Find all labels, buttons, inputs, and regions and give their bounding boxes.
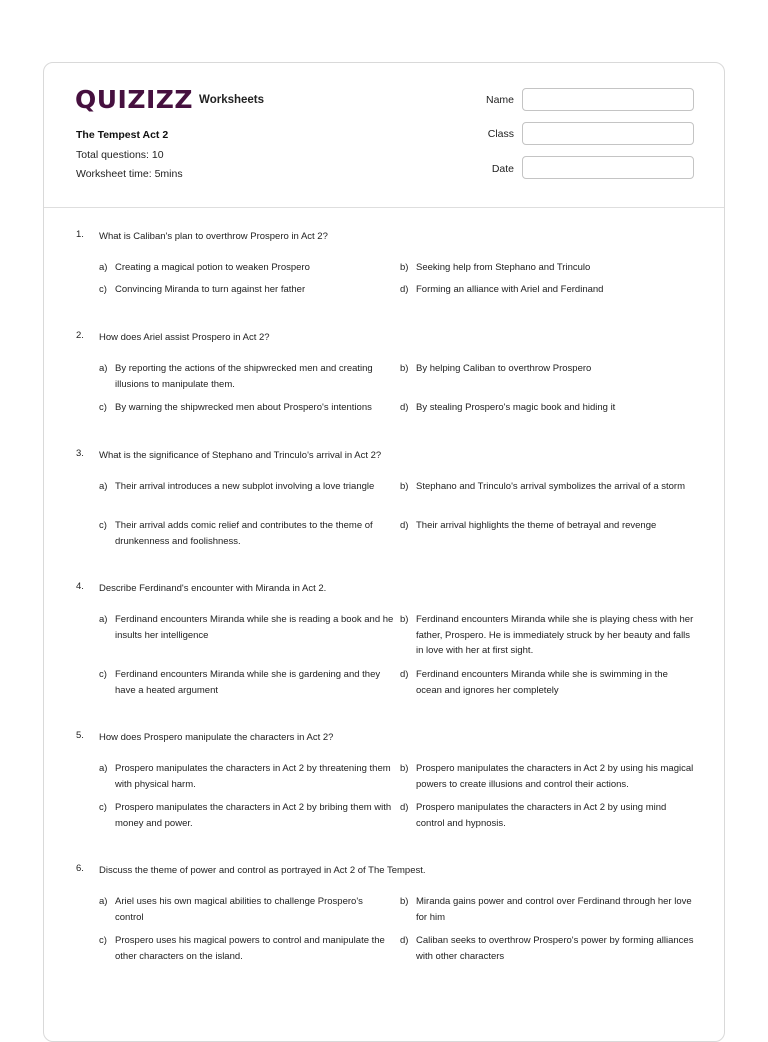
option-text: Ferdinand encounters Miranda while she is playing chess with her father, Prospero. He is immediately struck by her beauty and falls in love with her at first sight. <box>416 614 694 656</box>
answer-option <box>400 761 695 792</box>
option-text: Ariel uses his own magical abilities to challenge Prospero's control <box>115 896 363 923</box>
quizizz-logo <box>75 85 264 114</box>
option-text: Seeking help from Stephano and Trinculo <box>416 262 591 273</box>
question-text: What is Caliban's plan to overthrow Prospero in Act 2? <box>99 231 328 242</box>
option-letter: d) <box>400 935 409 946</box>
option-text: Miranda gains power and control over Ferdinand through her love for him <box>416 896 692 923</box>
answer-option <box>400 518 695 534</box>
worksheet-card <box>43 62 725 1042</box>
option-text: Prospero uses his magical powers to control and manipulate the other characters on the island. <box>115 935 385 962</box>
option-text: Convincing Miranda to turn against her father <box>115 284 306 295</box>
option-text: Ferdinand encounters Miranda while she is gardening and they have a heated argument <box>115 669 381 696</box>
option-text: Forming an alliance with Ariel and Ferdinand <box>416 284 604 295</box>
option-letter: d) <box>400 402 409 413</box>
answer-option <box>99 761 394 792</box>
class-label: Class <box>487 128 514 140</box>
question-number: 2. <box>76 330 84 341</box>
option-letter: a) <box>99 481 108 492</box>
question-text: Describe Ferdinand's encounter with Miranda in Act 2. <box>99 583 327 594</box>
answer-option <box>99 518 394 549</box>
option-text: Ferdinand encounters Miranda while she is swimming in the ocean and ignores her completely <box>416 669 668 696</box>
option-letter: b) <box>400 262 409 273</box>
option-text: Stephano and Trinculo's arrival symbolizes the arrival of a storm <box>416 481 685 492</box>
answer-option <box>99 361 394 392</box>
option-text: By helping Caliban to overthrow Prospero <box>416 363 592 374</box>
answer-option <box>99 667 394 698</box>
class-field[interactable] <box>522 122 694 145</box>
option-letter: d) <box>400 802 409 813</box>
date-label: Date <box>491 163 514 175</box>
option-text: By warning the shipwrecked men about Prospero's intentions <box>115 402 372 413</box>
answer-option <box>99 933 394 964</box>
option-letter: b) <box>400 614 409 625</box>
answer-option <box>400 400 695 416</box>
option-letter: a) <box>99 763 108 774</box>
worksheet-time: Worksheet time: 5mins <box>76 168 183 180</box>
answer-option <box>99 479 394 495</box>
option-letter: a) <box>99 262 108 273</box>
name-label: Name <box>485 94 514 106</box>
option-letter: c) <box>99 802 107 813</box>
answer-option <box>400 282 695 298</box>
answer-option <box>400 260 695 276</box>
option-letter: a) <box>99 896 108 907</box>
question-text: How does Ariel assist Prospero in Act 2? <box>99 332 270 343</box>
total-questions: Total questions: 10 <box>76 149 164 161</box>
answer-option <box>400 894 695 925</box>
question-number: 4. <box>76 581 84 592</box>
worksheet-title: The Tempest Act 2 <box>76 129 169 141</box>
question-number: 5. <box>76 730 84 741</box>
option-letter: a) <box>99 614 108 625</box>
option-letter: c) <box>99 935 107 946</box>
answer-option <box>99 894 394 925</box>
option-letter: b) <box>400 363 409 374</box>
option-letter: b) <box>400 481 409 492</box>
answer-option <box>99 260 394 276</box>
question-text: How does Prospero manipulate the characters in Act 2? <box>99 732 334 743</box>
option-letter: d) <box>400 284 409 295</box>
answer-option <box>99 282 394 298</box>
option-text: Caliban seeks to overthrow Prospero's power by forming alliances with other characters <box>416 935 694 962</box>
answer-option <box>400 933 695 964</box>
option-text: Their arrival introduces a new subplot involving a love triangle <box>115 481 375 492</box>
question-number: 6. <box>76 863 84 874</box>
option-letter: b) <box>400 763 409 774</box>
answer-option <box>99 400 394 416</box>
option-letter: b) <box>400 896 409 907</box>
answer-option <box>400 667 695 698</box>
option-text: Prospero manipulates the characters in Act 2 by using mind control and hypnosis. <box>416 802 667 829</box>
option-text: By reporting the actions of the shipwrecked men and creating illusions to manipulate them. <box>115 363 373 390</box>
answer-option <box>99 800 394 831</box>
option-letter: a) <box>99 363 108 374</box>
question-number: 1. <box>76 229 84 240</box>
option-text: By stealing Prospero's magic book and hiding it <box>416 402 616 413</box>
answer-option <box>99 612 394 643</box>
option-letter: c) <box>99 669 107 680</box>
option-letter: c) <box>99 520 107 531</box>
answer-option <box>400 800 695 831</box>
answer-option <box>400 479 695 495</box>
option-letter: c) <box>99 402 107 413</box>
logo-wordmark: QUIZIZZ <box>75 85 194 114</box>
option-letter: d) <box>400 520 409 531</box>
answer-option <box>400 612 695 659</box>
question-number: 3. <box>76 448 84 459</box>
option-text: Their arrival highlights the theme of betrayal and revenge <box>416 520 657 531</box>
question-text: What is the significance of Stephano and Trinculo's arrival in Act 2? <box>99 450 382 461</box>
date-field[interactable] <box>522 156 694 179</box>
logo-subtitle: Worksheets <box>199 94 265 106</box>
option-text: Creating a magical potion to weaken Prospero <box>115 262 310 273</box>
answer-option <box>400 361 695 377</box>
option-text: Ferdinand encounters Miranda while she is reading a book and he insults her intelligence <box>115 614 394 641</box>
worksheet-header <box>44 63 724 208</box>
option-text: Prospero manipulates the characters in Act 2 by using his magical powers to create illusions and control their actions. <box>416 763 694 790</box>
name-field[interactable] <box>522 88 694 111</box>
option-text: Prospero manipulates the characters in Act 2 by bribing them with money and power. <box>115 802 392 829</box>
option-letter: c) <box>99 284 107 295</box>
option-text: Prospero manipulates the characters in Act 2 by threatening them with physical harm. <box>115 763 391 790</box>
option-letter: d) <box>400 669 409 680</box>
question-text: Discuss the theme of power and control as portrayed in Act 2 of The Tempest. <box>99 865 426 876</box>
option-text: Their arrival adds comic relief and contributes to the theme of drunkenness and foolishness. <box>115 520 373 547</box>
